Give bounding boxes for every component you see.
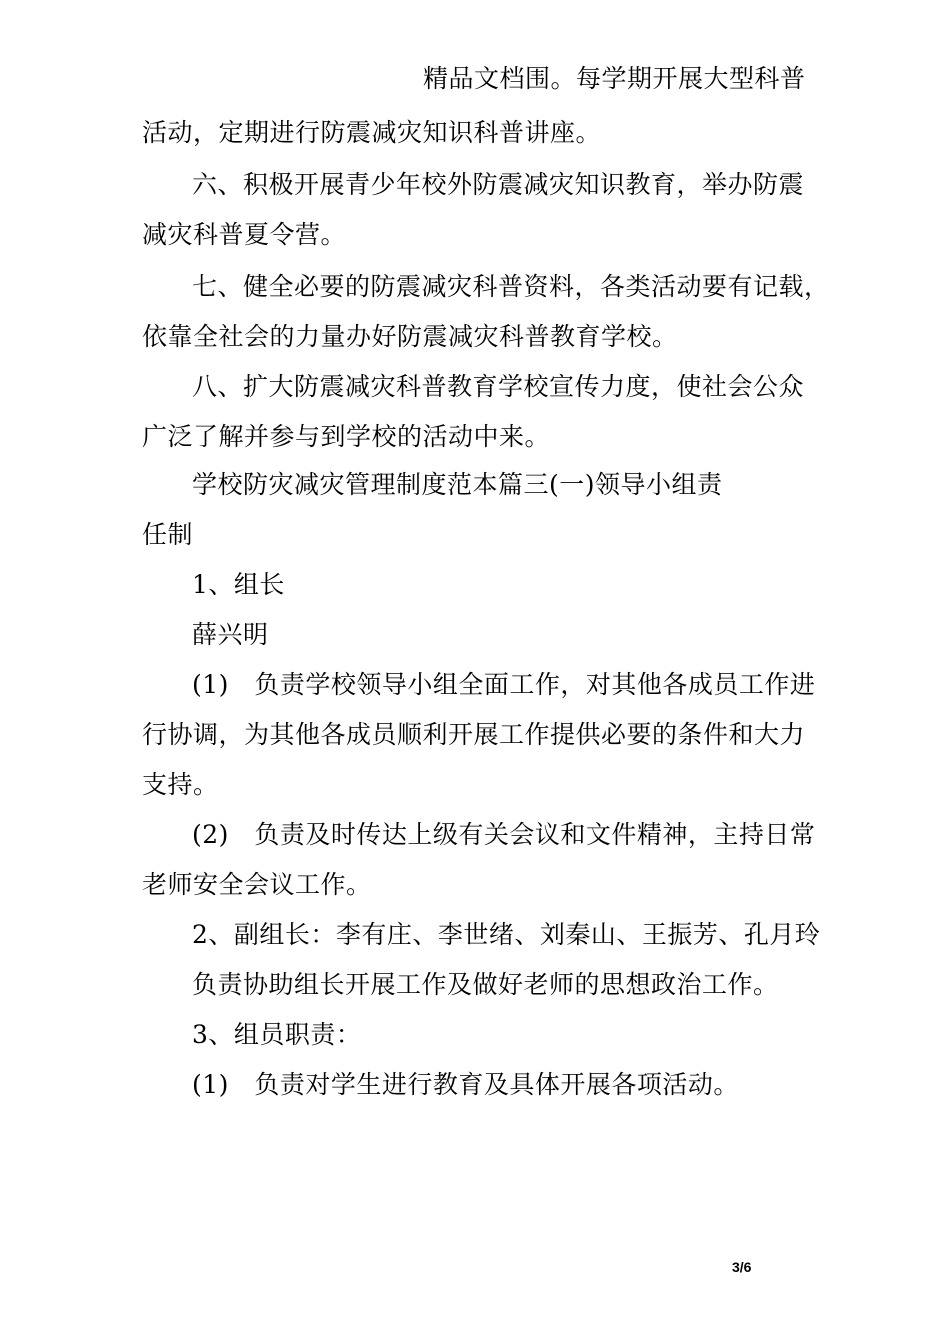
text-line: (1) 负责对学生进行教育及具体开展各项活动。 [192, 1070, 739, 1099]
text-line: (2) 负责及时传达上级有关会议和文件精神，主持日常 [192, 820, 816, 849]
text-line: 支持。 [142, 770, 219, 799]
text-line: 依靠全社会的力量办好防震减灾科普教育学校。 [142, 322, 678, 351]
text-line: 薛兴明 [192, 620, 269, 649]
text-line: 老师安全会议工作。 [142, 870, 372, 899]
text-line: 广泛了解并参与到学校的活动中来。 [142, 422, 551, 451]
text-line: 行协调，为其他各成员顺利开展工作提供必要的条件和大力 [142, 720, 806, 749]
text-line: 3、组员职责： [192, 1020, 362, 1049]
text-line: 1、组长 [192, 570, 285, 599]
text-line: 任制 [142, 520, 194, 549]
page-number: 3/6 [732, 1259, 752, 1275]
text-line: 减灾科普夏令营。 [142, 220, 347, 249]
text-line: (1) 负责学校领导小组全面工作，对其他各成员工作进 [192, 670, 816, 699]
text-line: 活动，定期进行防震减灾知识科普讲座。 [142, 118, 602, 147]
text-line: 负责协助组长开展工作及做好老师的思想政治工作。 [192, 970, 779, 999]
header-fragment: 精品文档围。每学期开展大型科普 [423, 64, 806, 93]
text-line: 六、积极开展青少年校外防震减灾知识教育，举办防震 [192, 170, 805, 199]
text-line: 八、扩大防震减灾科普教育学校宣传力度，使社会公众 [192, 372, 805, 401]
text-line: 2、副组长：李有庄、李世绪、刘秦山、王振芳、孔月玲 [192, 920, 821, 949]
text-line: 七、健全必要的防震减灾科普资料，各类活动要有记载， [192, 272, 830, 301]
text-line: 学校防灾减灾管理制度范本篇三(一)领导小组责 [192, 470, 723, 499]
